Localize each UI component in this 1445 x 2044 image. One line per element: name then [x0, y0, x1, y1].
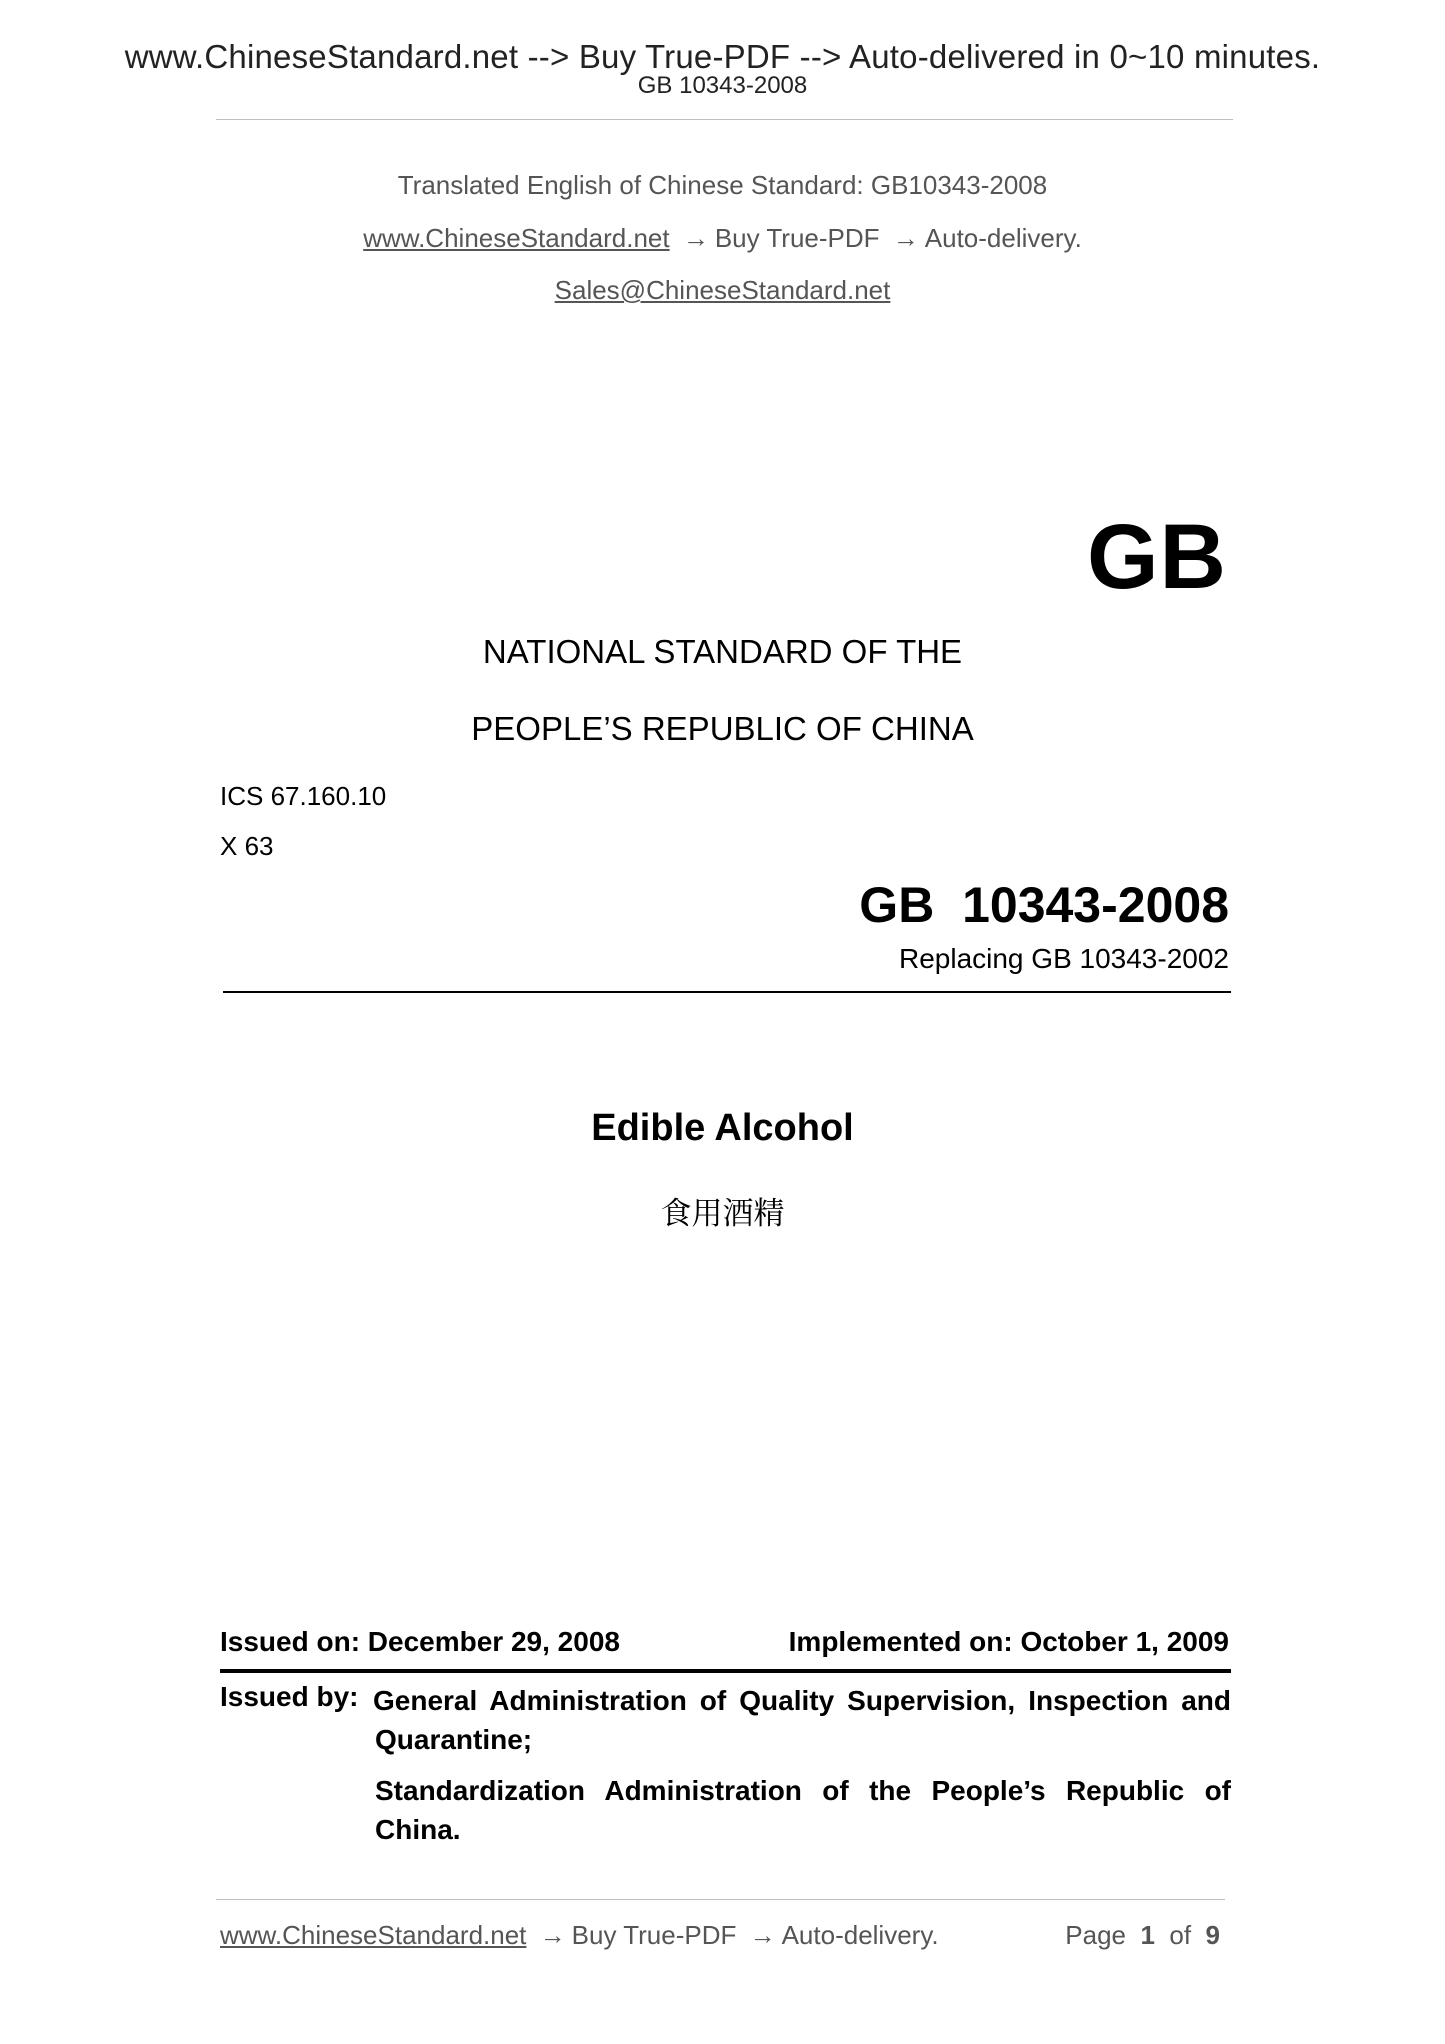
sales-email-link[interactable]: Sales@ChineseStandard.net [554, 275, 891, 305]
footer-divider [216, 1899, 1225, 1900]
replacing-note: Replacing GB 10343-2002 [898, 943, 1229, 974]
issued-on-date: Issued on: December 29, 2008 [220, 1626, 620, 1657]
footer-buy-text: Buy True-PDF [571, 1920, 737, 1950]
standard-number: GB 10343-2008 [859, 877, 1229, 933]
site-link[interactable]: www.ChineseStandard.net [363, 223, 670, 253]
issuer-2-line1: Standardization Administration of the People’s Republic of [375, 1775, 1231, 1806]
page-indicator [1065, 1920, 1220, 1951]
header-document-code: GB 10343-2008 [637, 72, 808, 99]
sales-email-row [0, 275, 1445, 306]
issuer-2-line2: China. [375, 1814, 461, 1845]
issued-by-label: Issued by: [220, 1681, 359, 1712]
gb-logo: GB [1087, 506, 1227, 608]
issuer-1-line2: Quarantine; [375, 1724, 533, 1755]
arrow-right-icon: → [682, 223, 709, 253]
title-divider [223, 991, 1231, 993]
footer-site-link[interactable]: www.ChineseStandard.net [220, 1920, 527, 1950]
document-title-zh: 食用酒精 [660, 1196, 785, 1231]
implemented-on-date: Implemented on: October 1, 2009 [788, 1626, 1229, 1657]
national-standard-heading-line2: PEOPLE’S REPUBLIC OF CHINA [471, 710, 974, 747]
page-of-label: of [1169, 1920, 1192, 1950]
purchase-line [0, 223, 1445, 254]
arrow-right-icon: → [892, 223, 919, 253]
page-label: Page [1065, 1920, 1127, 1950]
header-divider [216, 119, 1233, 120]
page-current: 1 [1140, 1920, 1155, 1950]
footer-purchase-line [220, 1920, 939, 1951]
issuer-1-line1: General Administration of Quality Supervision, Inspection and [373, 1685, 1231, 1716]
top-banner: www.ChineseStandard.net --> Buy True-PDF --> Auto-delivered in 0~10 minutes. [124, 38, 1321, 75]
footer-delivery-text: Auto-delivery. [781, 1920, 939, 1950]
arrow-right-icon: → [539, 1920, 566, 1950]
national-standard-heading-line1: NATIONAL STANDARD OF THE [482, 633, 963, 670]
delivery-text: Auto-delivery. [924, 223, 1082, 253]
document-title-en: Edible Alcohol [591, 1107, 854, 1149]
page-total: 9 [1205, 1920, 1220, 1950]
translated-notice: Translated English of Chinese Standard: GB10343-2008 [397, 170, 1048, 200]
arrow-right-icon: → [749, 1920, 776, 1950]
ics-code: ICS 67.160.10 [220, 781, 387, 811]
category-code: X 63 [220, 831, 274, 861]
buy-text: Buy True-PDF [714, 223, 880, 253]
issue-divider [220, 1669, 1231, 1673]
